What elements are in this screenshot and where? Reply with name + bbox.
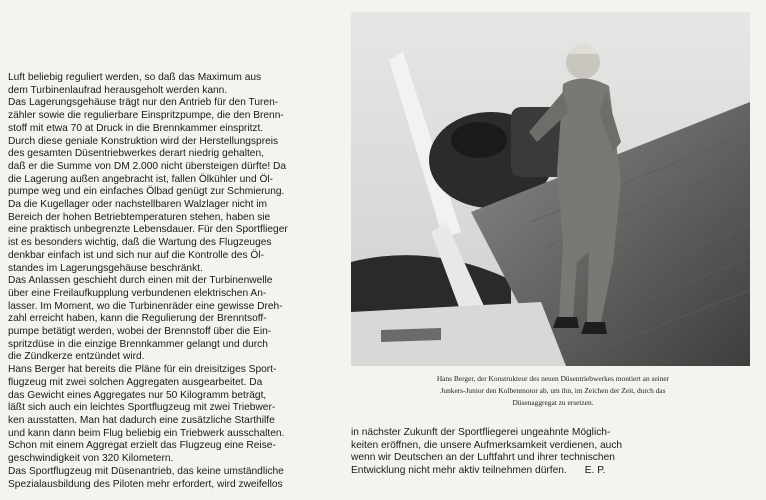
text-line: Hans Berger hat bereits die Pläne für ein dreisitziges Sport- bbox=[8, 364, 277, 376]
caption-line: Düsenaggregat zu ersetzen. bbox=[512, 398, 594, 407]
text-line: pumpe weg und ein einfaches Ölbad genügt zur Schmierung. bbox=[8, 186, 285, 198]
text-line: lasser. Im Moment, wo die Turbinenräder eine gewisse Dreh- bbox=[8, 300, 283, 312]
text-line: standes im Lagerungsgehäuse beschränkt. bbox=[8, 262, 203, 274]
text-line: und kann dann beim Flug beliebig ein Triebwerk ausschalten. bbox=[8, 427, 285, 439]
article-left-column bbox=[8, 72, 344, 491]
text-line: denkbar einfach ist und sich nur auf die Kontrolle des Öl- bbox=[8, 249, 264, 261]
text-line: eine praktisch unbegrenzte Lebensdauer. Für den Sportflieger bbox=[8, 224, 288, 236]
text-line: Luft beliebig reguliert werden, so daß das Maximum aus bbox=[8, 72, 262, 83]
text-line: Das Sportflugzeug mit Düsenantrieb, das keine umständliche bbox=[8, 465, 284, 477]
author-signature: E. P. bbox=[584, 464, 606, 476]
text-line: flugzeug mit zwei solchen Aggregaten ausgearbeitet. Da bbox=[8, 376, 263, 388]
text-line-content: Entwicklung nicht mehr aktiv teilnehmen dürfen. bbox=[351, 464, 567, 476]
text-line: Da die Kugellager oder nachstellbaren Walzlager nicht im bbox=[8, 199, 267, 211]
text-line: läßt sich auch ein leichtes Sportflugzeug mit zwei Triebwer- bbox=[8, 402, 276, 414]
text-line: Durch diese geniale Konstruktion wird der Herstellungspreis bbox=[8, 135, 279, 147]
caption-line: Junkers-Junior den Kolbenmotor ab, um ihn, im Zeichen der Zeit, durch das bbox=[440, 386, 666, 395]
text-line: dem Turbinenlaufrad herausgeholt werden kann. bbox=[8, 84, 228, 96]
text-line: pumpe betätigt werden, wobei der Brennstoff über die Ein- bbox=[8, 326, 272, 338]
text-line: die Lagerung außen angebracht ist, fallen Ölkühler und Öl- bbox=[8, 173, 274, 185]
text-line: Bereich der hohen Betriebtemperaturen stehen, haben sie bbox=[8, 211, 271, 223]
text-line: spritzdüse in die einzige Brennkammer gelangt und durch bbox=[8, 338, 268, 350]
text-line: zähler sowie die regulierbare Einspritzpumpe, die den Brenn- bbox=[8, 110, 284, 122]
photo-illustration bbox=[351, 12, 750, 366]
text-line: das Gewicht eines Aggregates nur 50 Kilogramm beträgt, bbox=[8, 389, 267, 401]
article-photo bbox=[351, 12, 750, 366]
article-right-column bbox=[351, 427, 751, 477]
text-line: geschwindigkeit von 320 Kilometern. bbox=[8, 453, 174, 465]
text-line: stoff mit etwa 70 at Druck in die Brennkammer einspritzt. bbox=[8, 122, 264, 134]
text-line: in nächster Zukunft der Sportfliegerei ungeahnte Möglich- bbox=[351, 427, 611, 438]
text-line: ist es besonders wichtig, daß die Wartung des Flugzeuges bbox=[8, 237, 272, 249]
text-line: Spezialausbildung des Piloten mehr erfordert, wird zweifellos bbox=[8, 478, 283, 490]
text-line: die Zündkerze entzündet wird. bbox=[8, 351, 145, 363]
text-line: ken ausstatten. Man hat dadurch eine zusätzliche Starthilfe bbox=[8, 414, 275, 426]
photo-caption bbox=[358, 373, 748, 409]
text-line: Das Anlassen geschieht durch einen mit der Turbinenwelle bbox=[8, 275, 273, 287]
text-line: keiten eröffnen, die unsere Aufmerksamkeit verdienen, auch bbox=[351, 439, 623, 451]
text-line: zahl erreicht haben, kann die Regulierung der Brenntsoff- bbox=[8, 313, 267, 325]
text-line: wenn wir Deutschen an der Luftfahrt und ihrer technischen bbox=[351, 452, 615, 464]
caption-line: Hans Berger, der Konstrukteur des neuen Düsentriebwerkes montiert an seiner bbox=[436, 374, 670, 383]
text-line: Das Lagerungsgehäuse trägt nur den Antrieb für den Turen- bbox=[8, 97, 279, 109]
text-line: über eine Freilaufkupplung verbundenen elektrischen An- bbox=[8, 287, 267, 299]
text-line: daß er die Summe von DM 2.000 nicht übersteigen dürfte! Da bbox=[8, 160, 287, 172]
text-line: Schon mit einem Aggregat erzielt das Flugzeug eine Reise- bbox=[8, 440, 276, 452]
text-line bbox=[351, 465, 751, 478]
text-line: des gesamten Düsentriebwerkes derart niedrig gehalten, bbox=[8, 148, 264, 160]
